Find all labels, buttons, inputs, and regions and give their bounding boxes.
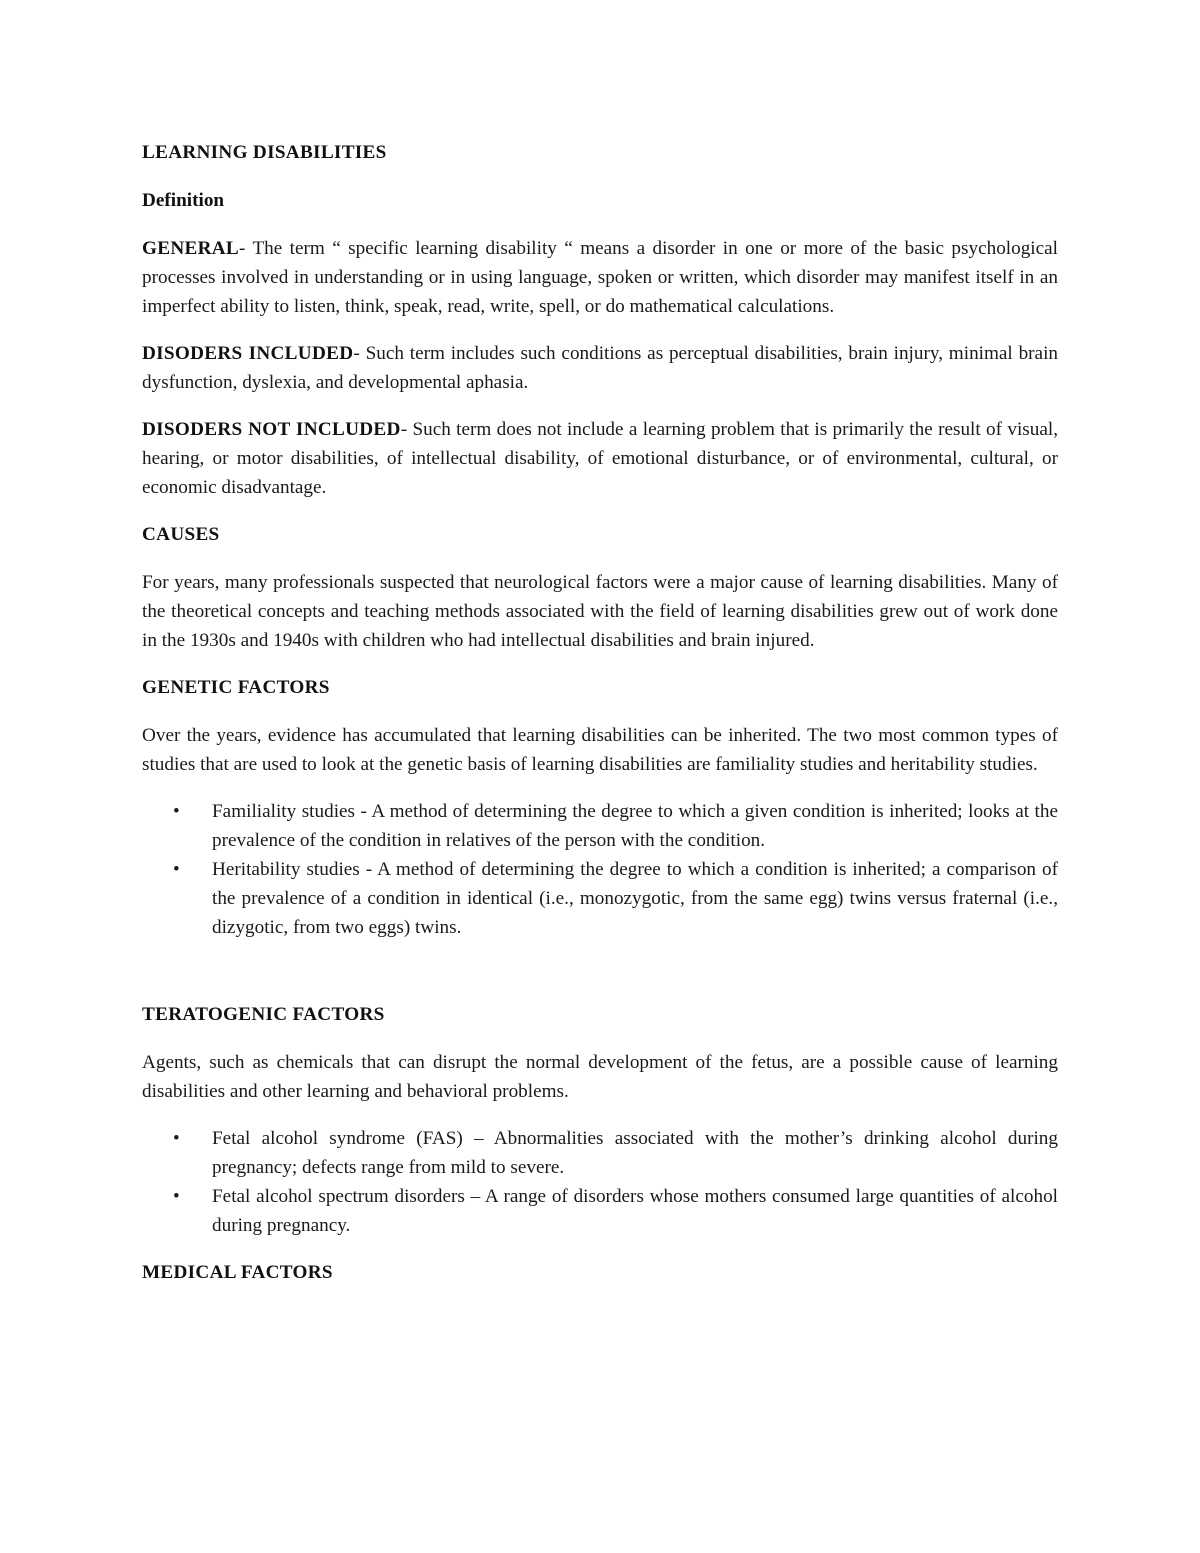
- document-body: [142, 138, 1058, 1306]
- causes-paragraph: For years, many professionals suspected that neurological factors were a major cause of learning disabilities. Many of the theoretical concepts and teaching methods associated with the field of learning disabilities grew out of work done in the 1930s and 1940s with children who had intellectual disabilities and brain injured.: [142, 572, 1058, 651]
- list-item-text: Fetal alcohol syndrome (FAS) – Abnormalities associated with the mother’s drinking alcohol during pregnancy; defects range from mild to severe.: [212, 1128, 1058, 1178]
- teratogenic-factors-list: [142, 1124, 1058, 1240]
- disorders-not-included-paragraph: [142, 415, 1058, 502]
- disorders-not-included-separator: -: [400, 419, 413, 440]
- genetic-factors-list: [142, 797, 1058, 942]
- teratogenic-factors-paragraph: Agents, such as chemicals that can disrupt the normal development of the fetus, are a possible cause of learning disabilities and other learning and behavioral problems.: [142, 1052, 1058, 1102]
- disorders-included-text: Such term includes such conditions as perceptual disabilities, brain injury, minimal brain dysfunction, dyslexia, and developmental aphasia.: [142, 343, 1058, 393]
- general-label: GENERAL: [142, 238, 239, 259]
- list-item: [142, 1182, 1058, 1240]
- medical-factors-heading: MEDICAL FACTORS: [142, 1262, 333, 1283]
- disorders-included-paragraph: [142, 339, 1058, 397]
- disorders-included-separator: -: [353, 343, 366, 364]
- section-gap: [142, 960, 1058, 1000]
- general-text: The term “ specific learning disability “ means a disorder in one or more of the basic psychological processes involved in understanding or in using language, spoken or written, which disorder may manifest itself in an imperfect ability to listen, think, speak, read, write, spell, or do mathematical calculations.: [142, 238, 1059, 317]
- bullet-icon: •: [173, 859, 180, 880]
- bullet-icon: •: [173, 1186, 180, 1207]
- bullet-icon: •: [173, 801, 180, 822]
- document-title: LEARNING DISABILITIES: [142, 142, 387, 163]
- general-separator: -: [239, 238, 253, 259]
- list-item-text: Familiality studies - A method of determining the degree to which a given condition is inherited; looks at the prevalence of the condition in relatives of the person with the condition.: [212, 801, 1058, 851]
- list-item-text: Heritability studies - A method of determining the degree to which a condition is inherited; a comparison of the prevalence of a condition in identical (i.e., monozygotic, from the same egg) twins versus fraternal (i.e., dizygotic, from two eggs) twins.: [212, 859, 1058, 938]
- disorders-not-included-label: DISODERS NOT INCLUDED: [142, 419, 401, 440]
- disorders-not-included-text: Such term does not include a learning problem that is primarily the result of visual, hearing, or motor disabilities, of intellectual disability, of emotional disturbance, or of environmental, cultural, or economic disadvantage.: [142, 419, 1059, 498]
- genetic-factors-heading: GENETIC FACTORS: [142, 677, 330, 698]
- list-item: [142, 797, 1058, 855]
- definition-heading: Definition: [142, 190, 225, 211]
- causes-heading: CAUSES: [142, 524, 220, 545]
- teratogenic-factors-heading: TERATOGENIC FACTORS: [142, 1004, 385, 1025]
- disorders-included-label: DISODERS INCLUDED: [142, 343, 354, 364]
- bullet-icon: •: [173, 1128, 180, 1149]
- general-definition-paragraph: [142, 234, 1058, 321]
- list-item-text: Fetal alcohol spectrum disorders – A range of disorders whose mothers consumed large quantities of alcohol during pregnancy.: [212, 1186, 1058, 1236]
- list-item: [142, 855, 1058, 942]
- list-item: [142, 1124, 1058, 1182]
- genetic-factors-paragraph: Over the years, evidence has accumulated that learning disabilities can be inherited. The two most common types of studies that are used to look at the genetic basis of learning disabilities are familiality studies and heritability studies.: [142, 725, 1058, 775]
